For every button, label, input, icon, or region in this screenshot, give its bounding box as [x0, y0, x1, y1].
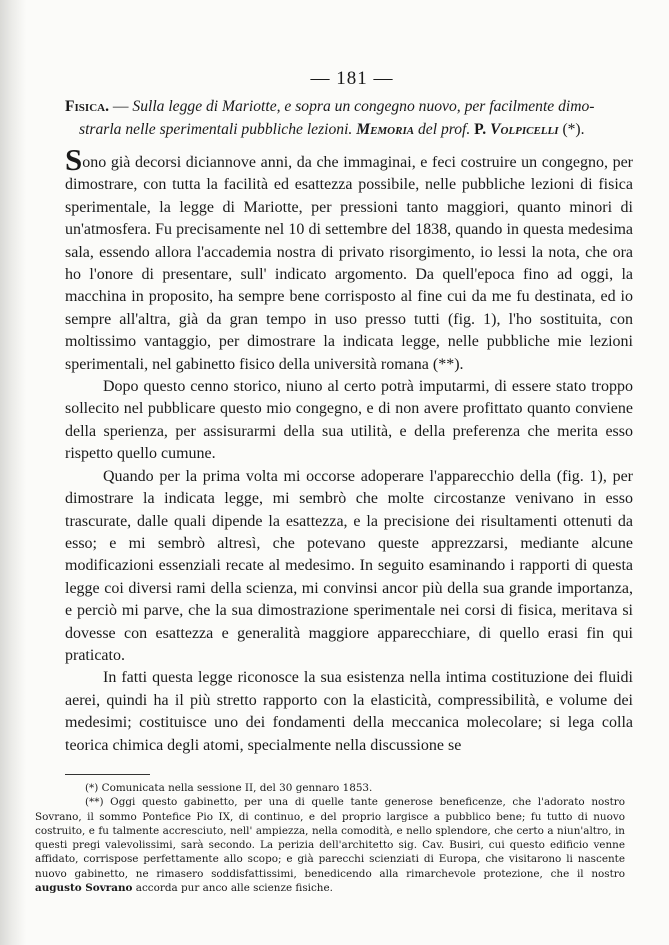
- title-italic-line1: Sulla legge di Mariotte, e sopra un congegno nuovo, per facilmente dimo-: [132, 98, 595, 115]
- footnote-divider: [65, 774, 150, 775]
- title-footnote-mark: (*).: [562, 121, 585, 138]
- drop-cap: S: [65, 142, 83, 177]
- author-initial: P.: [474, 121, 487, 138]
- footnote-bold-text: augusto Sovrano: [35, 882, 133, 895]
- del-prof-label: del prof.: [414, 121, 475, 138]
- page-binding-shadow: [0, 0, 26, 945]
- footnote-text: Oggi questo gabinetto, per una di quelle tante generose beneficenze, che l'adorato nostro Sovrano, il sommo Pontefice Pio IX, di continuo, e del proprio largisce a pubblico bene; fu tutto di nuovo costruito, e fu talmente accresciuto, nell' ampiezza, nella comodità, e nello splendore, che certo a niun'altro, in questi pregi valevolissimi, sarà secondo. La perizia dell'architetto sig. Cav. Busiri, cui questo edificio venne affidato, corrispose perfettamente allo scopo; e già parecchi scienziati di Europa, che visitarono li nascente nuovo gabinetto, ne rimasero soddisfattissimi, benedicendo alla rimarchevole protezione, che il nostro: [35, 796, 625, 880]
- paragraph-text: ono già decorsi diciannove anni, da che immaginai, e feci costruire un congegno, per dimostrare, con tutta la facilità ed esattezza possibile, nelle pubbliche lezioni di fisica sperimentale, la legge di Mariotte, per pressioni tanto maggiori, quanto minori di un'atmosfera. Fu precisamente nel 10 di settembre del 1838, quando in questa medesima sala, essendo allora l'accademia nostra di privato risorgimento, io lessi la nota, che ora ho l'onore di presentare, sull' indicato argomento. Da quell'epoca fino ad oggi, la macchina in proposito, ha sempre bene corrisposto al fine cui da me fu destinata, ed io sempre all'altra, già da gran tempo in uso presso tutti (fig. 1), l'ho sostituita, con moltissimo vantaggio, per dimostrare la indicata legge, nelle pubbliche mie lezioni sperimentali, nel gabinetto fisico della università romana (**).: [65, 154, 633, 373]
- body-text: [65, 142, 633, 757]
- title-italic-line2: strarla nelle sperimentali pubbliche lezioni.: [79, 121, 353, 138]
- paragraph: In fatti questa legge riconosce la sua esistenza nella intima costituzione dei fluidi aerei, quindi ha il più stretto rapporto con la elasticità, compressibilità, e volume dei medesimi; costituisce uno dei fondamenti della meccanica molecolare; si lega colla teorica chimica degli atomi, specialmente nella discussione se: [65, 669, 633, 754]
- article-title: [65, 95, 633, 141]
- footnote: [35, 795, 625, 895]
- footnote-mark: (**): [85, 796, 104, 809]
- title-dash: —: [109, 98, 133, 115]
- author-name: Volpicelli: [490, 121, 559, 138]
- footnotes: [35, 781, 625, 895]
- footnote-mark: (*): [85, 781, 99, 794]
- title-line2: [65, 118, 633, 141]
- document-page: [35, 66, 633, 895]
- footnote: [35, 781, 625, 795]
- memoria-label: Memoria: [356, 121, 415, 138]
- footnote-text: Comunicata nella sessione II, del 30 gennaro 1853.: [98, 781, 373, 794]
- section-label: Fisica.: [65, 98, 109, 115]
- paragraph: Quando per la prima volta mi occorse adoperare l'apparecchio della (fig. 1), per dimostrare la indicata legge, mi sembrò che molte circostanze venivano in esso trascurate, dalle quali dipende la esattezza, e la precisione dei risultamenti ottenuti da esso; e mi sembrò altresì, che potevano queste apprezzarsi, mediante alcune modificazioni essenziali recate al medesimo. In seguito esaminando i rapporti di questa legge coi diversi rami della scienza, mi convinsi ancor più della sua grande importanza, e perciò mi parve, che la sua dimostrazione sperimentale nei corsi di fisica, meritava si dovesse con esattezza e generalità maggiore apparecchiare, di quello erasi fin qui praticato.: [65, 467, 633, 664]
- paragraph: [65, 142, 633, 376]
- page-number: — 181 —: [310, 68, 394, 89]
- paragraph: Dopo questo cenno storico, niuno al certo potrà imputarmi, di essere stato troppo sollecito nel pubblicare questo mio congegno, e di non avere profittato quanto conviene della sperienza, per assisurarmi della sua utilità, e della preferenza che merita esso rispetto quello cumune.: [65, 378, 633, 463]
- footnote-text-end: accorda pur anco alle scienze fisiche.: [132, 882, 333, 895]
